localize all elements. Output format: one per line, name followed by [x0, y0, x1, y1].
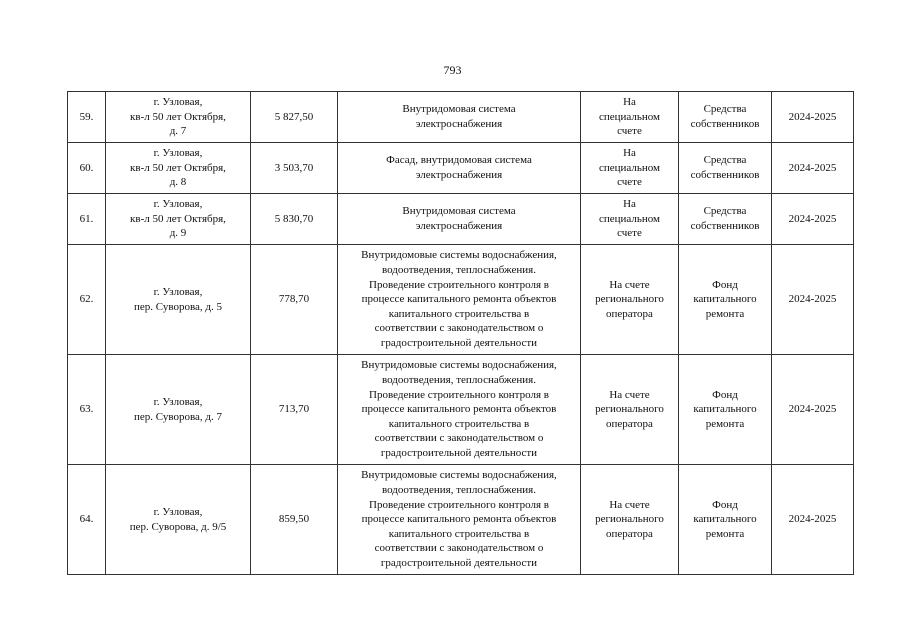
row-number-cell: 64.: [68, 465, 106, 575]
account-cell: На счете регионального оператора: [581, 355, 679, 465]
funding-cell: Средства собственников: [679, 194, 772, 245]
area-cell: 3 503,70: [251, 143, 338, 194]
row-number-cell: 62.: [68, 245, 106, 355]
works-cell: Внутридомовые системы водоснабжения, водоотведения, теплоснабжения. Проведение строительного контроля в процессе капитального ремонта объектов капитального строительства в соответствии с законодательством о градостроительной деятельности: [338, 465, 581, 575]
period-cell: 2024-2025: [772, 355, 854, 465]
area-cell: 5 827,50: [251, 92, 338, 143]
page-number: 793: [443, 63, 462, 77]
table-row: [68, 245, 854, 355]
period-cell: 2024-2025: [772, 92, 854, 143]
works-cell: Фасад, внутридомовая система электроснабжения: [338, 143, 581, 194]
row-number-cell: 59.: [68, 92, 106, 143]
address-cell: г. Узловая, кв-л 50 лет Октября, д. 8: [106, 143, 251, 194]
table-row: [68, 355, 854, 465]
works-cell: Внутридомовая система электроснабжения: [338, 92, 581, 143]
account-cell: На счете регионального оператора: [581, 245, 679, 355]
address-cell: г. Узловая, кв-л 50 лет Октября, д. 9: [106, 194, 251, 245]
address-cell: г. Узловая, пер. Суворова, д. 5: [106, 245, 251, 355]
works-table: [67, 91, 854, 575]
funding-cell: Фонд капитального ремонта: [679, 245, 772, 355]
area-cell: 5 830,70: [251, 194, 338, 245]
period-cell: 2024-2025: [772, 143, 854, 194]
account-cell: На счете регионального оператора: [581, 465, 679, 575]
account-cell: На специальном счете: [581, 92, 679, 143]
area-cell: 859,50: [251, 465, 338, 575]
row-number-cell: 63.: [68, 355, 106, 465]
period-cell: 2024-2025: [772, 465, 854, 575]
funding-cell: Фонд капитального ремонта: [679, 355, 772, 465]
account-cell: На специальном счете: [581, 194, 679, 245]
table-row: [68, 143, 854, 194]
account-cell: На специальном счете: [581, 143, 679, 194]
row-number-cell: 60.: [68, 143, 106, 194]
table-row: [68, 92, 854, 143]
area-cell: 778,70: [251, 245, 338, 355]
funding-cell: Средства собственников: [679, 143, 772, 194]
works-cell: Внутридомовые системы водоснабжения, водоотведения, теплоснабжения. Проведение строительного контроля в процессе капитального ремонта объектов капитального строительства в соответствии с законодательством о градостроительной деятельности: [338, 355, 581, 465]
period-cell: 2024-2025: [772, 194, 854, 245]
address-cell: г. Узловая, пер. Суворова, д. 7: [106, 355, 251, 465]
funding-cell: Средства собственников: [679, 92, 772, 143]
funding-cell: Фонд капитального ремонта: [679, 465, 772, 575]
address-cell: г. Узловая, пер. Суворова, д. 9/5: [106, 465, 251, 575]
works-cell: Внутридомовые системы водоснабжения, водоотведения, теплоснабжения. Проведение строительного контроля в процессе капитального ремонта объектов капитального строительства в соответствии с законодательством о градостроительной деятельности: [338, 245, 581, 355]
table-row: [68, 465, 854, 575]
works-cell: Внутридомовая система электроснабжения: [338, 194, 581, 245]
address-cell: г. Узловая, кв-л 50 лет Октября, д. 7: [106, 92, 251, 143]
period-cell: 2024-2025: [772, 245, 854, 355]
area-cell: 713,70: [251, 355, 338, 465]
row-number-cell: 61.: [68, 194, 106, 245]
table-row: [68, 194, 854, 245]
